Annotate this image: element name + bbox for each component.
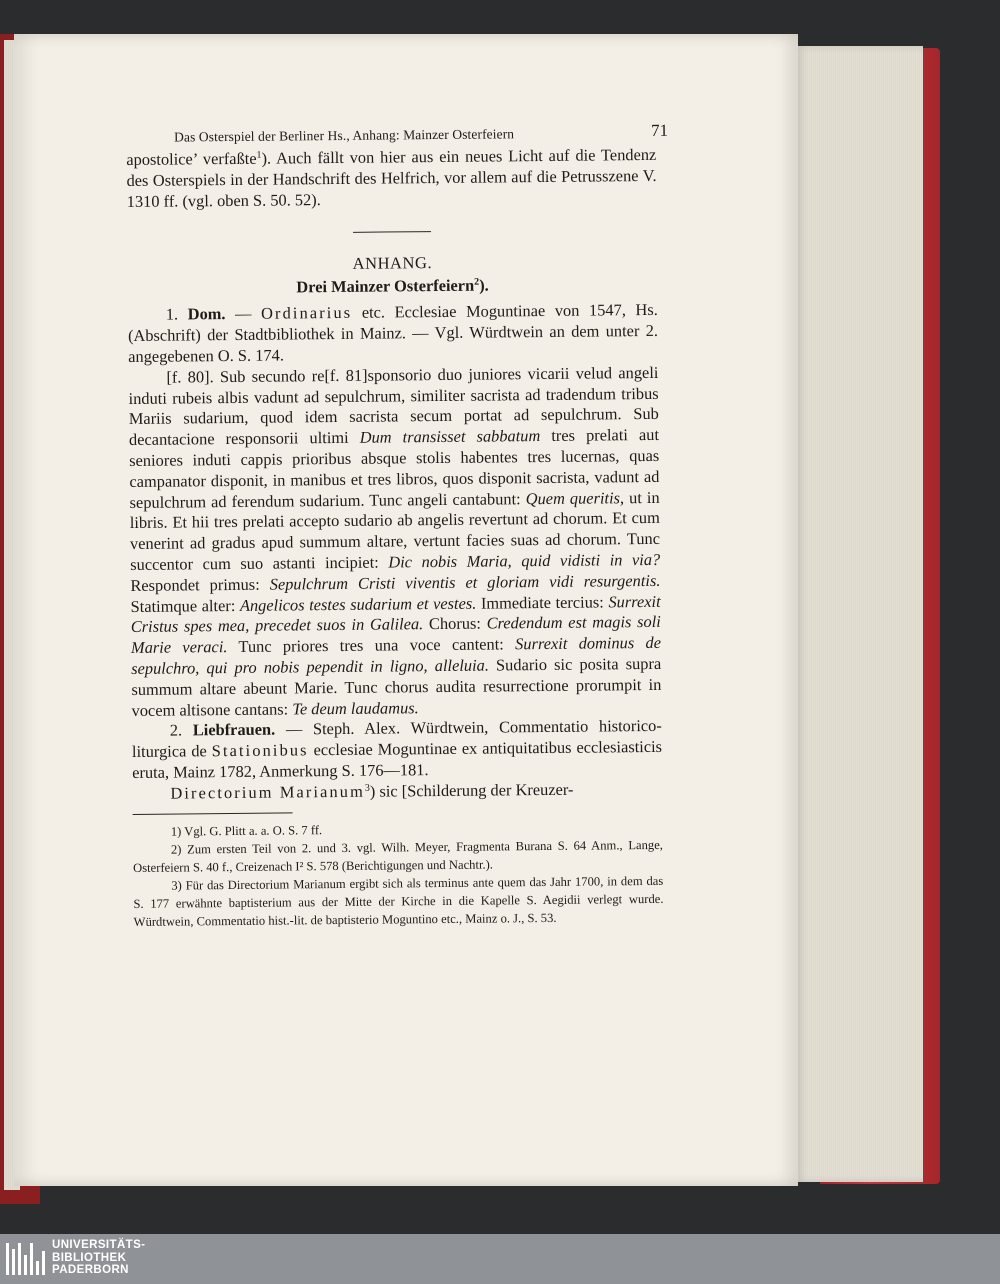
s1-italic-5: Angelicos testes sudarium et vestes. [239, 593, 477, 615]
section-2-heading [132, 716, 663, 783]
running-head [126, 120, 669, 150]
s1-italic-8: Surrexit dominus de sepulchro, qui pro nobis pependit in ligno, alleluia. [131, 633, 662, 678]
page-number: 71 [650, 120, 669, 140]
appendix-subheading-text: Drei Mainzer Osterfeiern [296, 276, 475, 297]
footnote-ref-1: 1 [256, 149, 262, 161]
book-page [14, 34, 798, 1186]
section-2-text-rest: ) sic [Schilderung der Kreuzer- [369, 779, 574, 801]
section-2-spaced-word: Stationibus [211, 740, 309, 761]
footnote-2: 2) Zum ersten Teil von 2. und 3. vgl. Wilh. Meyer, Fragmenta Burana S. 64 Anm., Lange, Osterfeiern S. 40 f., Creizenach I² S. 578 (Berichtigungen und Nachtr.). [133, 837, 663, 875]
library-footer [0, 1234, 1000, 1284]
section-1-source: etc. Ecclesiae Moguntinae von 1547, Hs. (Abschrift) der Stadtbibliothek in Mainz. — Vgl. Würdtwein an dem unter 2. angegebenen O. S. 174. [127, 300, 659, 366]
opening-text-1: apostolice’ verfaßte [126, 148, 257, 169]
section-1-dash: — [225, 304, 262, 324]
s1-italic-1: Dum transisset sabbatum [359, 426, 541, 447]
section-2-text-b: ecclesiae Moguntinae ex antiquitatibus ecclesiasticis eruta, Mainz 1782, Anmerkung S. 176—181. [132, 737, 663, 782]
s1-italic-3: Dic nobis Maria, quid vidisti in via? [388, 549, 661, 572]
s1-italic-4: Sepulchrum Cristi viventis et gloriam vidi resurgentis. [269, 570, 661, 594]
section-1-number: 1. [165, 304, 179, 325]
opening-paragraph [126, 145, 657, 212]
text-block [126, 120, 669, 931]
appendix-subheading-tail: ). [479, 275, 489, 296]
running-head-title: Das Osterspiel der Berliner Hs., Anhang: Mainzer Osterfeiern [174, 126, 515, 145]
footnote-1: 1) Vgl. G. Plitt a. a. O. S. 7 ff. [170, 822, 323, 839]
s1-text-f: Immediate tercius: [476, 591, 609, 613]
s1-italic-7: Credendum est magis soli Marie veraci. [130, 612, 661, 658]
logo-line-3: PADERBORN [52, 1264, 129, 1276]
s1-text-h: Tunc priores tres una voce cantent: [227, 634, 516, 657]
section-2-title: Liebfrauen. [192, 719, 276, 740]
section-2-text [132, 779, 662, 805]
section-1-spaced-word: Ordinarius [260, 303, 353, 324]
s1-italic-2: Quem queritis [525, 487, 621, 508]
appendix-heading: ANHANG. [352, 253, 433, 274]
section-1-text [128, 363, 661, 722]
s1-italic-9: Te deum laudamus. [292, 697, 419, 718]
logo-line-2: BIBLIOTHEK [52, 1251, 127, 1264]
library-logo-icon [6, 1243, 46, 1275]
section-2-text-a: — Steph. Alex. Würdtwein, Commentatio historico-liturgica de [131, 716, 662, 762]
s1-text-b: tres prelati aut seniores induti cappis prioribus absque stolis habentes tres lucernas, quas campanator disponit, in manibus et tres libros, quos disponit sacrista, vadunt ad sepulchrum ad ferendum sudarium. Tunc angeli cantabunt: [129, 425, 660, 512]
s1-text-g: Chorus: [423, 613, 487, 634]
footnote-ref-2: 2 [474, 277, 480, 289]
section-2-directorium: Directorium Marianum [170, 781, 365, 803]
opening-text-2: ). Auch fällt von hier aus ein neues Licht auf die Tendenz des Osterspiels in der Handschrift des Helfrich, vor allem auf die Petrusszene V. 1310 ff. (vgl. oben S. 50. 52). [126, 144, 657, 211]
section-2-number: 2. [169, 720, 183, 740]
s1-text-d: Respondet primus: [130, 574, 270, 595]
s1-italic-6: Surrexit Cristus spes mea, precedet suos in Galilea. [130, 591, 661, 637]
section-separator [353, 231, 431, 233]
page-body [126, 145, 663, 931]
section-1-heading [128, 300, 659, 367]
footnote-ref-3: 3 [364, 782, 370, 794]
s1-text-e: Statimque alter: [130, 595, 241, 616]
s1-text-a: [f. 80]. Sub secundo re[f. 81]sponsorio duo juniores vicarii velud angeli induti rubeis albis vadunt ad sepulchrum, similiter sacrista ad tradendum tribus Mariis sudarium, quod idem sacrista secum portat ad sepulchrum. Sub decantacione responsorii ultimi [128, 362, 659, 450]
section-1-title: Dom. [187, 304, 226, 324]
footnotes [133, 817, 664, 930]
page-edges-right [795, 46, 923, 1182]
appendix-subheading [127, 274, 657, 299]
logo-line-1: UNIVERSITÄTS- [52, 1239, 146, 1251]
s1-text-c: , ut in libris. Et hii tres prelati accepto sudario ab angelis revertunt ad chorum. Et cum venerint ad gradus apud summum altare, vertunt facies suas ad chorum. Tunc succentor cum suo astanti incipiet: [129, 487, 661, 574]
s1-text-j: Sudario sic posita supra summum altare abeunt Marie. Tunc chorus audita resurrectione prorumpit in vocem altisone cantans: [131, 653, 662, 720]
footnote-rule [133, 812, 293, 815]
footnote-3: 3) Für das Directorium Marianum ergibt sich als terminus ante quem das Jahr 1700, in dem das S. 177 erwähnte baptisterium aus der Mitte der Kirche in die Kapelle S. Aegidii verlegt wurde. Würdtwein, Commentatio hist.-lit. de baptisterio Moguntino etc., Mainz o. J., S. 53. [133, 873, 664, 929]
library-logo-text [52, 1239, 145, 1277]
